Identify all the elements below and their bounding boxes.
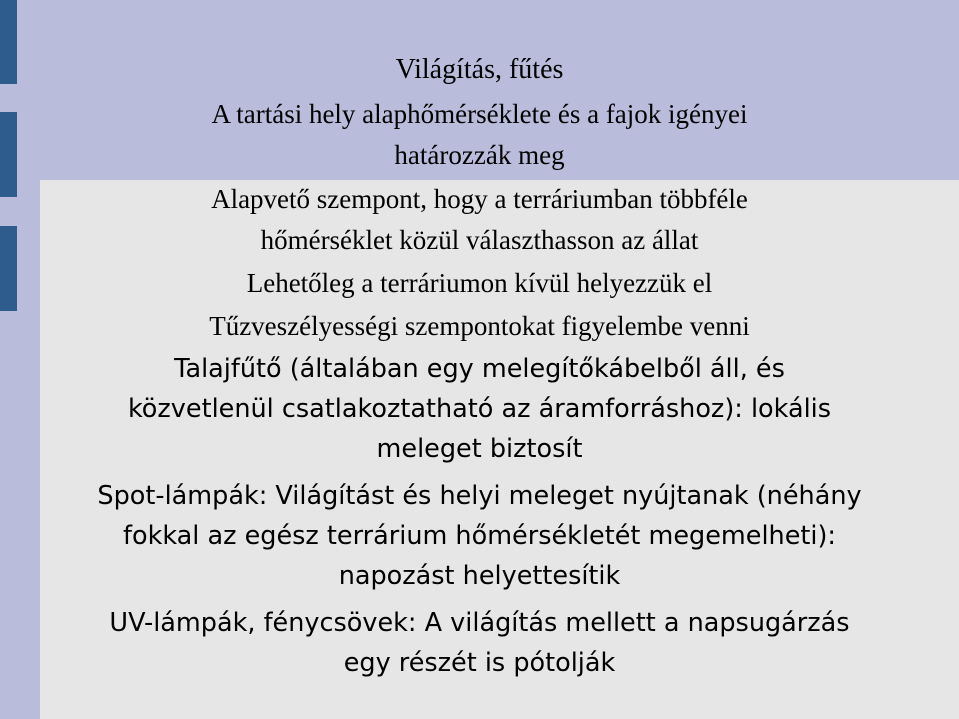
paragraph-base-temperature: A tartási hely alaphőmérséklete és a fajok igényei határozzák meg <box>211 99 748 170</box>
paragraph-spot-lamps: Spot-lámpák: Világítást és helyi meleget nyújtanak (néhány fokkal az egész terrárium hőmérsékletét megemelheti): napozást helyettesítik <box>97 481 862 591</box>
paragraph-uv-lamps: UV-lámpák, fénycsövek: A világítás mellett a napsugárzás egy részét is pótolják <box>109 608 850 678</box>
paragraph-temperature-choice: Alapvető szempont, hogy a terráriumban többféle hőmérséklet közül választhasson az állat <box>211 184 748 255</box>
slide-title: Világítás, fűtés <box>395 54 564 85</box>
paragraph-fire-safety: Tűzveszélyességi szempontokat figyelembe venni <box>209 311 750 341</box>
paragraph-floor-heating: Talajfűtő (általában egy melegítőkábelből áll, és közvetlenül csatlakoztatható az áramforráshoz): lokális meleget biztosít <box>127 354 832 464</box>
paragraph-outside-placement: Lehetőleg a terráriumon kívül helyezzük el <box>246 268 713 298</box>
slide-text <box>0 52 959 690</box>
